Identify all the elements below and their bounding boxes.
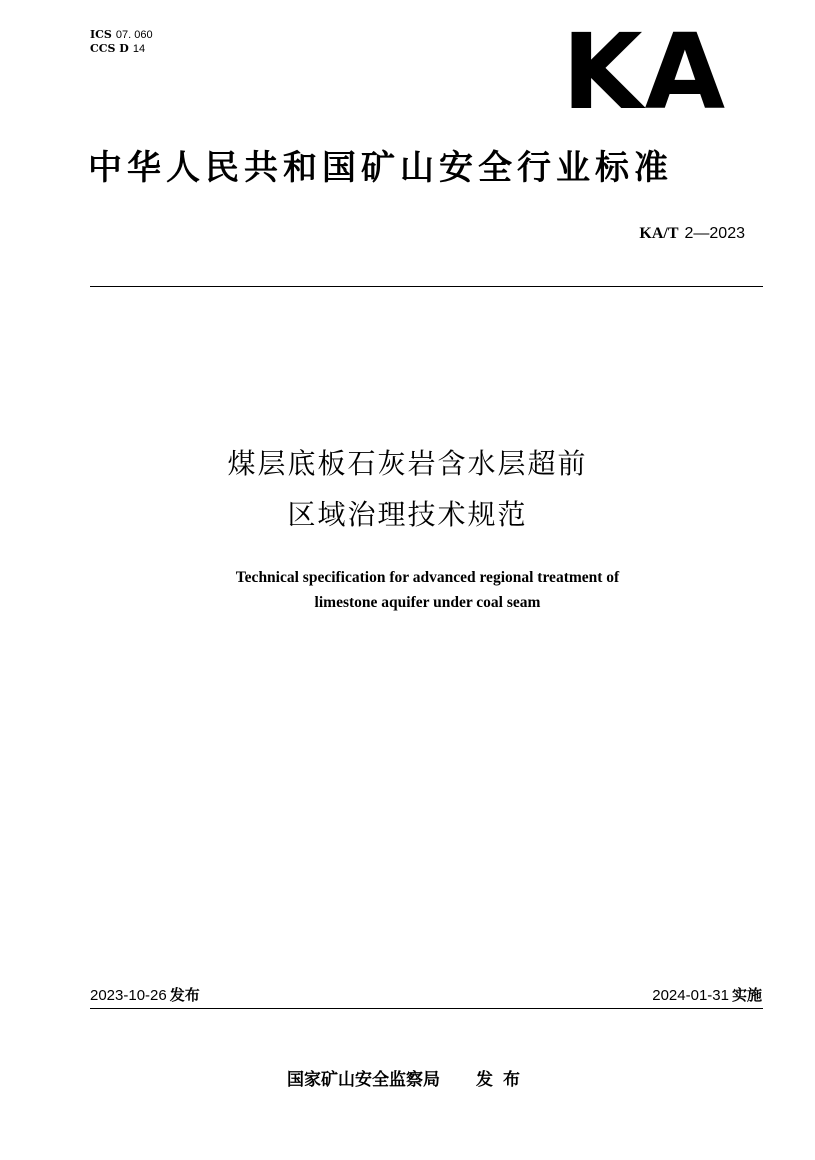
implementation-date	[652, 985, 762, 1006]
standard-number-value: 2—2023	[684, 225, 745, 242]
ka-logo: KA	[562, 11, 728, 133]
ics-label: ICS	[90, 28, 112, 41]
ccs-code	[90, 42, 153, 56]
english-title-line-1: Technical specification for advanced regional treatment of	[235, 569, 620, 586]
bottom-divider	[90, 1008, 763, 1009]
implementation-date-word: 实施	[731, 986, 762, 1004]
chinese-title-line-2: 区域治理技术规范	[287, 498, 528, 531]
standard-number	[639, 224, 745, 244]
issuing-authority	[287, 1069, 530, 1091]
ics-value: 07. 060	[115, 29, 153, 41]
issue-date-word: 发布	[169, 986, 200, 1004]
chinese-title-line-1: 煤层底板石灰岩含水层超前	[227, 447, 588, 480]
standard-category-title: 中华人民共和国矿山安全行业标准	[88, 148, 673, 188]
standard-number-prefix: KA/T	[639, 225, 679, 242]
ccs-label: CCS D	[90, 42, 129, 55]
english-title-line-2: limestone aquifer under coal seam	[314, 594, 541, 611]
implementation-date-value: 2024-01-31	[652, 987, 729, 1004]
ccs-value: 14	[132, 43, 146, 55]
issue-date-value: 2023-10-26	[90, 987, 167, 1004]
issuer-name: 国家矿山安全监察局	[287, 1070, 440, 1090]
issuer-action: 发布	[476, 1070, 530, 1090]
top-divider	[90, 286, 763, 287]
classification-codes	[90, 28, 153, 56]
ics-code	[90, 28, 153, 42]
issue-date	[90, 985, 200, 1006]
